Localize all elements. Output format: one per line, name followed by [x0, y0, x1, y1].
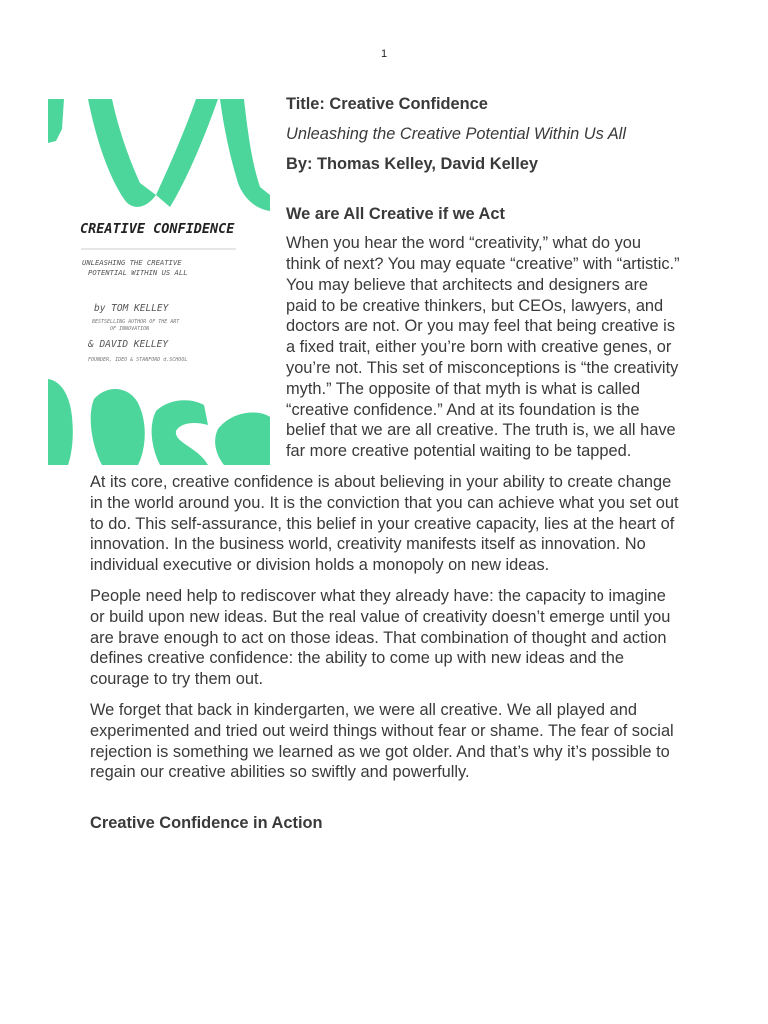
book-title: Title: Creative Confidence	[286, 95, 488, 113]
book-cover-image	[48, 99, 270, 465]
section-heading-all-creative: We are All Creative if we Act	[286, 205, 505, 224]
cover-title: CREATIVE CONFIDENCE	[80, 221, 235, 237]
cover-subtitle-line-1: UNLEASHING THE CREATIVE	[82, 258, 182, 267]
paragraph-1: When you hear the word “creativity,” what do you think of next? You may equate “creative” with “artistic.” You may believe that architects and designers are paid to be creative thinkers, but CEOs, lawyers, and doctors are not. Or you may feel that being creative is a fixed trait, either you’re born with creative genes, or you’re not. This set of misconceptions is “the creativity myth.” The opposite of that myth is what is called “creative confidence.” And at its foundation is the belief that we are all creative. The truth is, we all have far more creative potential waiting to be tapped.	[286, 234, 680, 461]
cover-author-2-note: FOUNDER, IDEO & STANFORD d.SCHOOL	[88, 357, 188, 363]
section-heading-in-action: Creative Confidence in Action	[90, 814, 323, 833]
paragraph-2: At its core, creative confidence is about believing in your ability to create change in the world around you. It is the conviction that you can achieve what you set out to do. This self-assurance, this belief in your creative capacity, lies at the heart of innovation. In the business world, creativity manifests itself as innovation. No individual executive or division holds a monopoly on new ideas.	[90, 472, 679, 575]
page-number: 1	[380, 48, 388, 60]
book-authors: By: Thomas Kelley, David Kelley	[286, 154, 539, 173]
paragraph-3: People need help to rediscover what they already have: the capacity to imagine or build upon new ideas. But the real value of creativity doesn’t emerge until you are brave enough to act on those ideas. That combination of thought and action defines creative confidence: the ability to come up with new ideas and the courage to try them out.	[90, 586, 671, 689]
book-subtitle: Unleashing the Creative Potential Within Us All	[286, 124, 626, 143]
cover-author-1-note-line-2: OF INNOVATION	[110, 326, 150, 332]
cover-author-1: by TOM KELLEY	[94, 303, 169, 314]
paragraph-4: We forget that back in kindergarten, we were all creative. We all played and experimented and tried out weird things without fear or shame. The fear of social rejection is something we learned as we got older. And that’s why it’s possible to regain our creative abilities so swiftly and powerfully.	[90, 700, 674, 782]
book-cover-art	[48, 99, 270, 465]
cover-author-1-note-line-1: BESTSELLING AUTHOR OF THE ART	[92, 319, 180, 325]
cover-subtitle-line-2: POTENTIAL WITHIN US ALL	[88, 268, 188, 277]
document-body	[80, 94, 680, 834]
cover-author-2: & DAVID KELLEY	[88, 339, 169, 350]
